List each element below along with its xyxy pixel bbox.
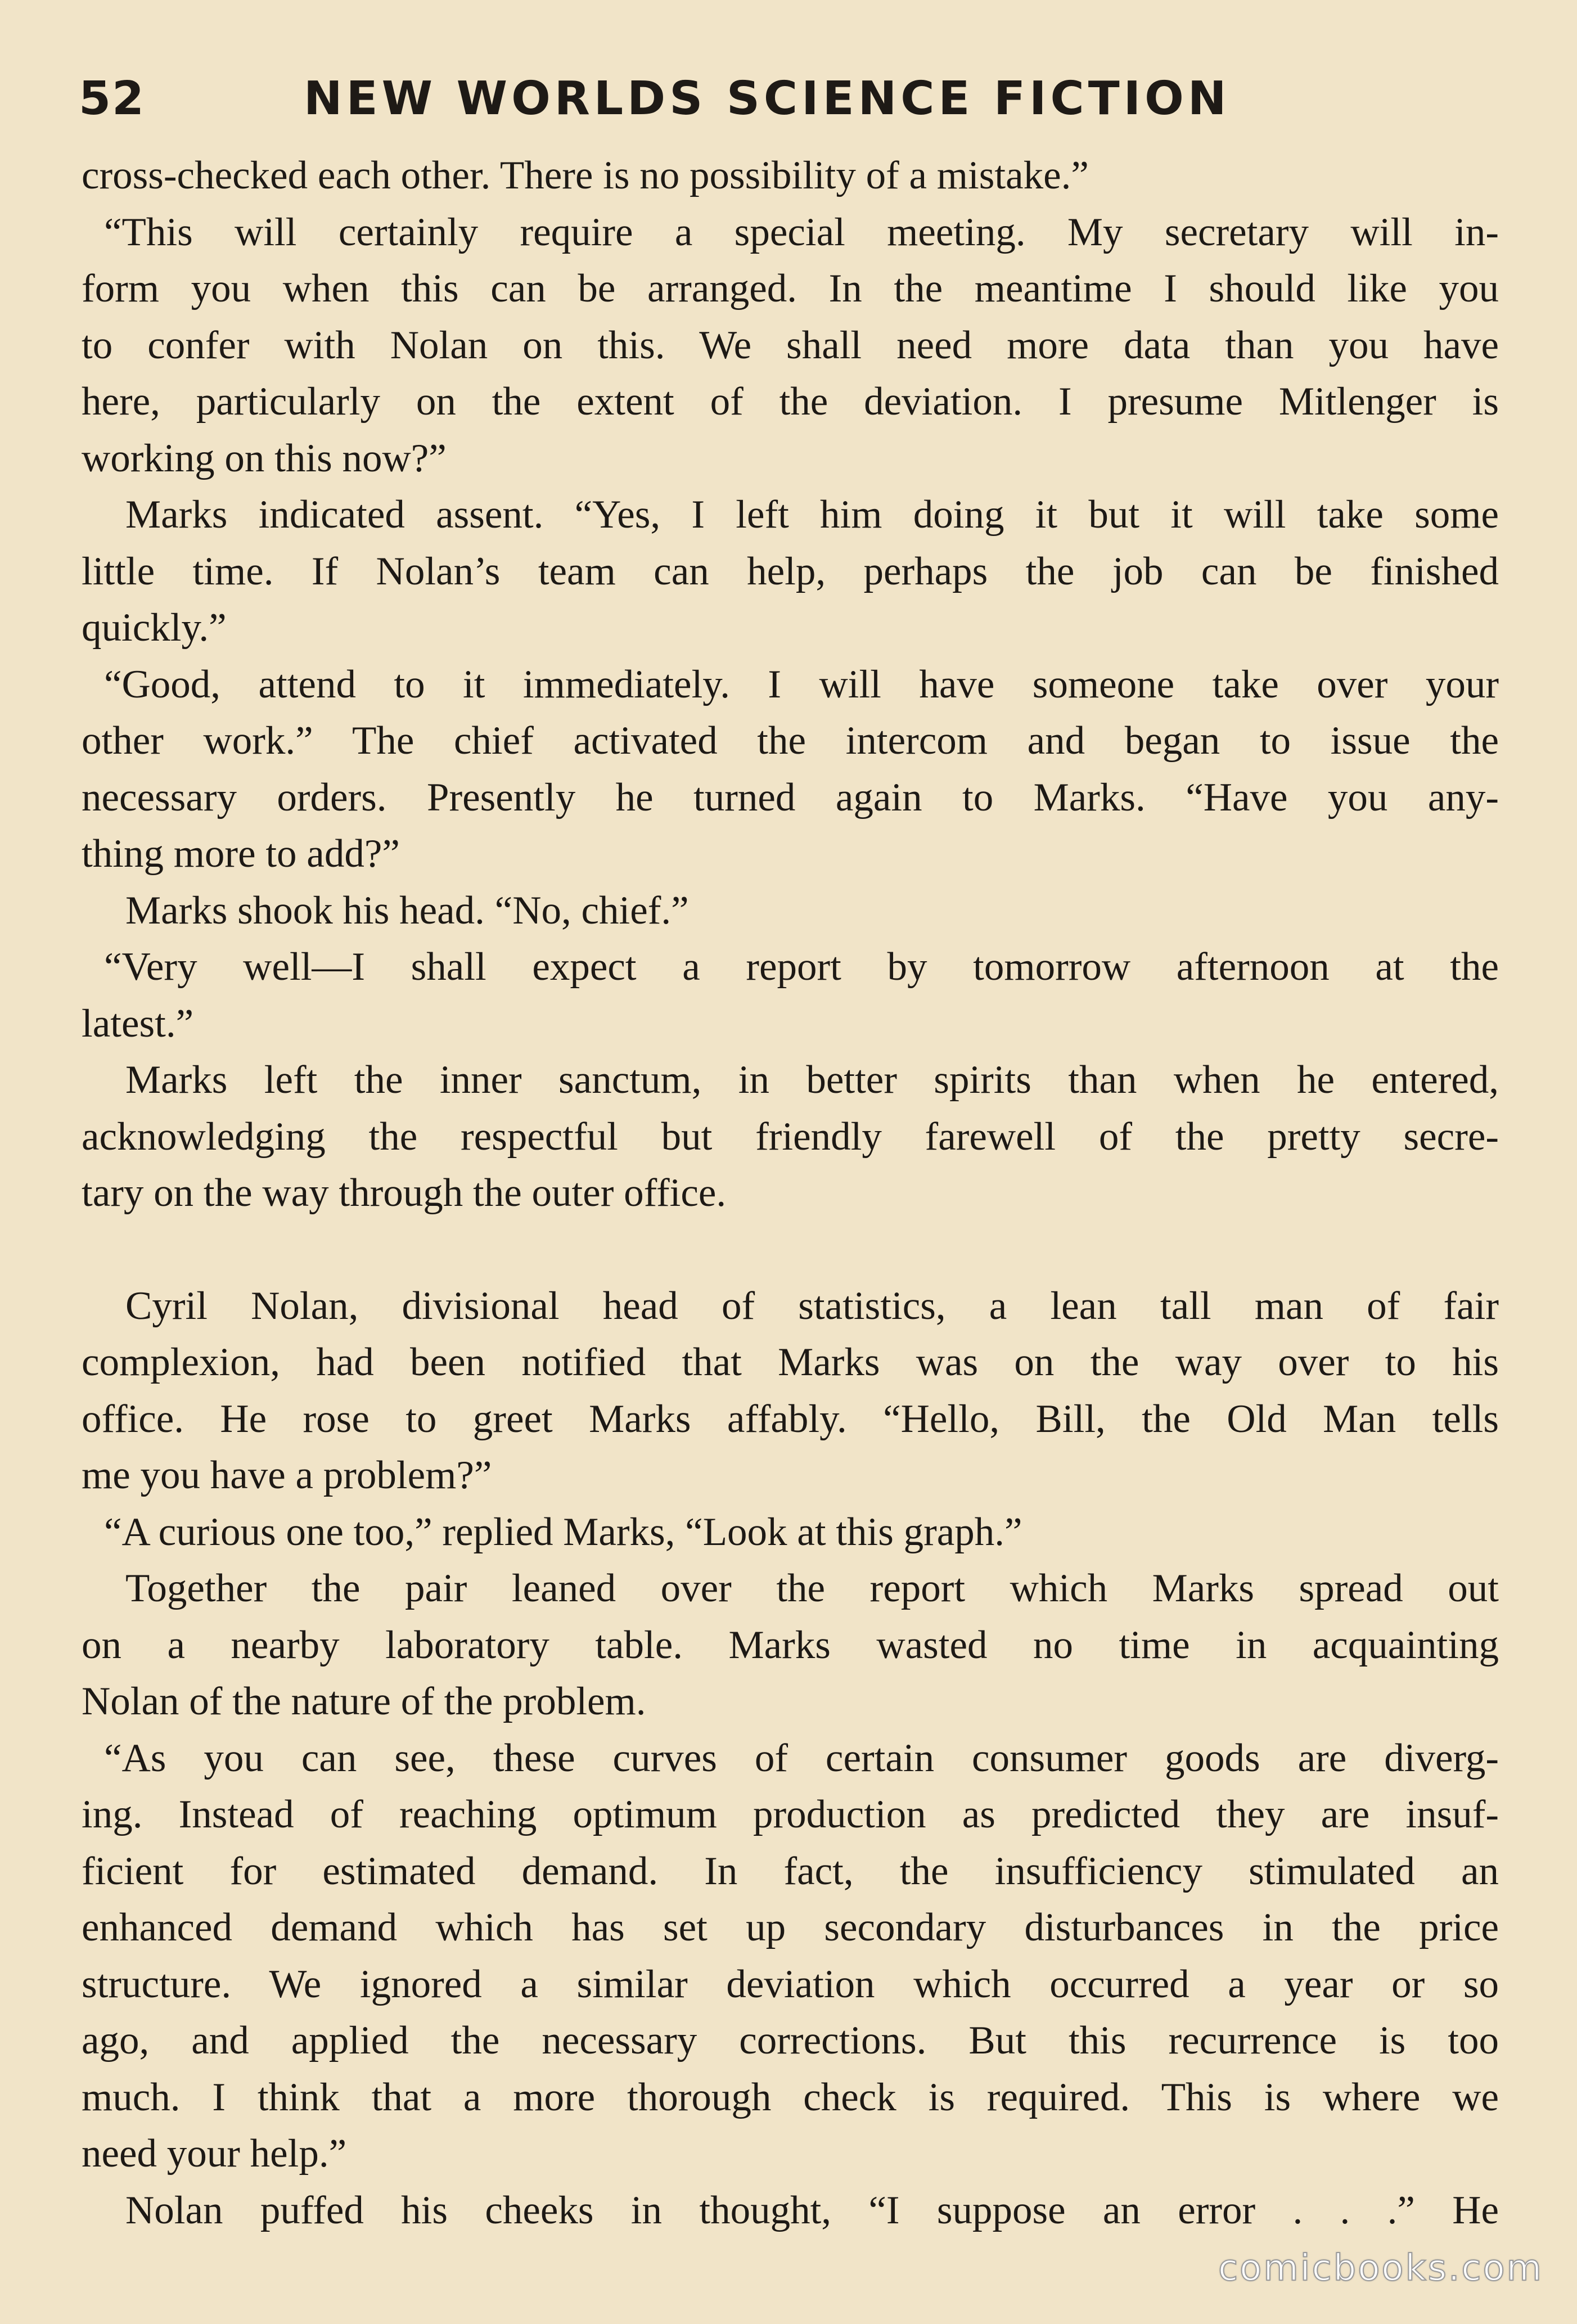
text-line: office. He rose to greet Marks affably. “Hello, Bill, the Old Man tells <box>82 1397 1499 1441</box>
text-line: to confer with Nolan on this. We shall need more data than you have <box>82 323 1499 367</box>
section-break <box>82 1222 1499 1278</box>
text-line: here, particularly on the extent of the deviation. I presume Mitlenger is <box>82 380 1499 424</box>
text-line: Cyril Nolan, divisional head of statistics, a lean tall man of fair <box>125 1283 1499 1328</box>
text-line: enhanced demand which has set up secondary disturbances in the price <box>82 1906 1499 1949</box>
text-line: “A curious one too,” replied Marks, “Look at this graph.” <box>104 1510 1022 1554</box>
text-line: other work.” The chief activated the intercom and began to issue the <box>82 719 1499 763</box>
text-line: ficient for estimated demand. In fact, the insufficiency stimulated an <box>82 1849 1499 1893</box>
text-line: on a nearby laboratory table. Marks wasted no time in acquainting <box>82 1623 1499 1667</box>
text-line: tary on the way through the outer office. <box>82 1171 727 1215</box>
text-line: Marks indicated assent. “Yes, I left him doing it but it will take some <box>125 493 1499 537</box>
text-line: working on this now?” <box>82 436 447 480</box>
page-number: 52 <box>79 72 146 125</box>
text-line: Marks left the inner sanctum, in better spirits than when he entered, <box>125 1058 1499 1102</box>
text-line: Nolan of the nature of the problem. <box>82 1679 646 1723</box>
text-line: me you have a problem?” <box>82 1453 492 1497</box>
watermark: comicbooks.com <box>1218 2248 1543 2289</box>
page-header <box>79 67 1507 135</box>
text-line: “Very well—I shall expect a report by tomorrow afternoon at the <box>104 945 1499 989</box>
text-line: cross-checked each other. There is no possibility of a mistake.” <box>82 154 1089 197</box>
text-line: complexion, had been notified that Marks was on the way over to his <box>82 1340 1499 1384</box>
text-line: necessary orders. Presently he turned again to Marks. “Have you any- <box>82 775 1499 819</box>
text-line: ing. Instead of reaching optimum production as predicted they are insuf- <box>82 1792 1499 1836</box>
text-line: much. I think that a more thorough check is required. This is where we <box>82 2075 1499 2119</box>
text-line: Together the pair leaned over the report which Marks spread out <box>125 1566 1499 1610</box>
text-line: quickly.” <box>82 606 227 650</box>
text-line: need your help.” <box>82 2132 347 2176</box>
text-line: Marks shook his head. “No, chief.” <box>125 888 689 933</box>
text-line: form you when this can be arranged. In the meantime I should like you <box>82 267 1499 310</box>
text-line: “As you can see, these curves of certain consumer goods are diverg- <box>104 1736 1499 1780</box>
text-line: “Good, attend to it immediately. I will have someone take over your <box>104 662 1499 706</box>
text-line: structure. We ignored a similar deviation which occurred a year or so <box>82 1962 1499 2006</box>
text-line: ago, and applied the necessary corrections. But this recurrence is too <box>82 2019 1499 2062</box>
text-line: little time. If Nolan’s team can help, perhaps the job can be finished <box>82 549 1499 593</box>
text-line: acknowledging the respectful but friendly farewell of the pretty secre- <box>82 1114 1499 1159</box>
text-line: “This will certainly require a special meeting. My secretary will in- <box>104 210 1499 254</box>
text-line: Nolan puffed his cheeks in thought, “I suppose an error . . .” He <box>125 2188 1499 2232</box>
story-text <box>82 147 1499 2239</box>
text-line: thing more to add?” <box>82 832 400 876</box>
text-line: latest.” <box>82 1001 194 1046</box>
running-head: NEW WORLDS SCIENCE FICTION <box>304 72 1231 125</box>
